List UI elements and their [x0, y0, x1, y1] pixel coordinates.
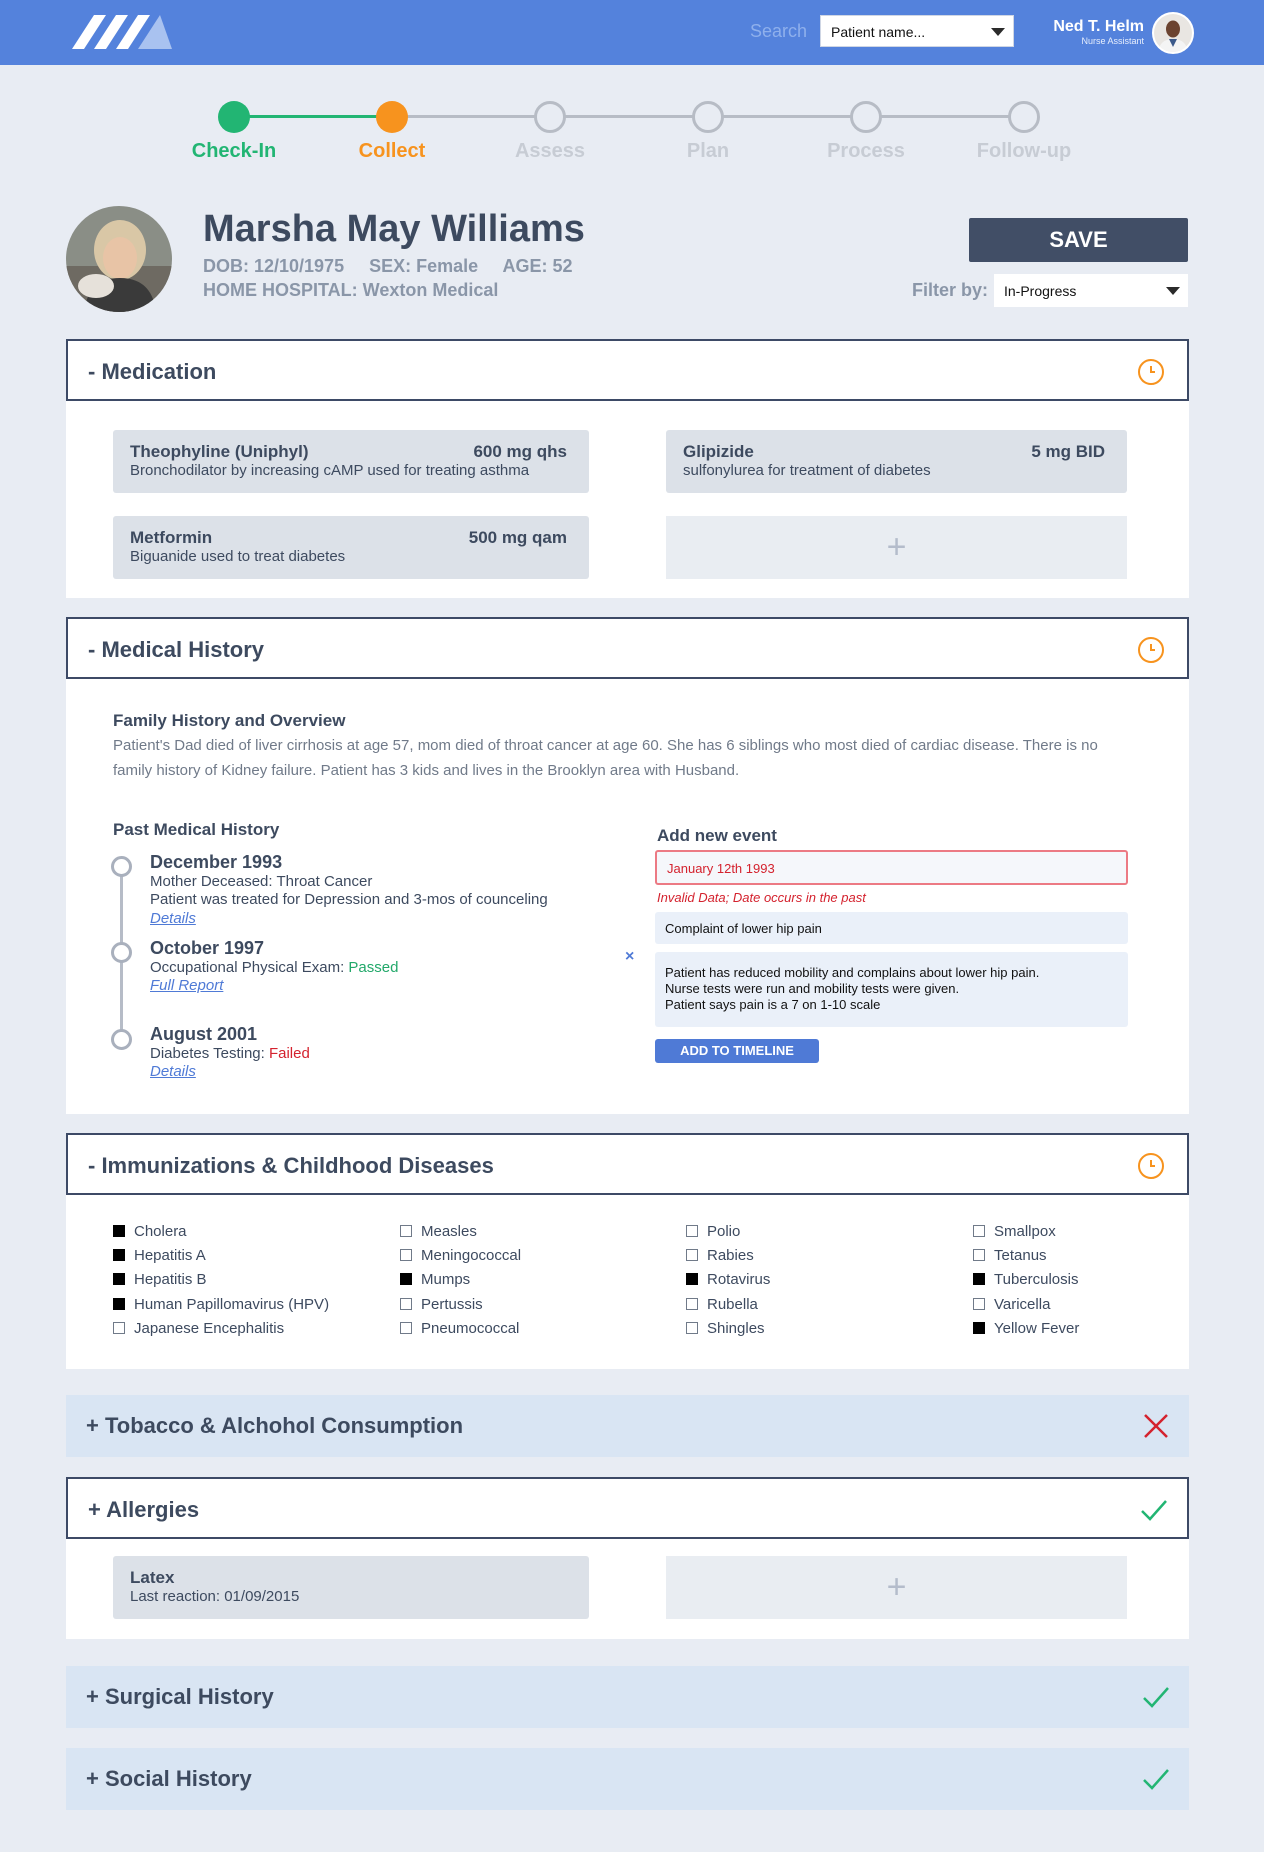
timeline-full-report-link[interactable]: Full Report — [150, 977, 224, 994]
add-allergy-button[interactable] — [666, 1556, 1127, 1619]
step-check-in-label[interactable]: Check-In — [191, 140, 277, 162]
medication-card[interactable] — [666, 430, 1127, 493]
immunization-item[interactable] — [973, 1296, 1050, 1314]
event-complaint-input[interactable]: Complaint of lower hip pain — [655, 912, 1128, 944]
timeline-dot — [111, 942, 132, 963]
check-icon — [1139, 1495, 1169, 1525]
checkbox-unchecked[interactable] — [973, 1225, 985, 1237]
immunization-item[interactable] — [973, 1223, 1056, 1241]
checkbox-checked[interactable] — [113, 1249, 125, 1261]
family-history-heading: Family History and Overview — [113, 711, 346, 730]
patient-photo — [66, 206, 172, 312]
timeline-event-text — [150, 959, 398, 976]
medication-name: Metformin — [130, 528, 213, 547]
filter-select[interactable]: In-Progress — [994, 274, 1188, 307]
immunization-label: Meningococcal — [421, 1247, 522, 1264]
add-to-timeline-button[interactable]: ADD TO TIMELINE — [655, 1039, 819, 1063]
patient-demographics: DOB: 12/10/1975 SEX: Female AGE: 52 — [203, 256, 573, 276]
timeline-event-date: August 2001 — [150, 1024, 258, 1044]
immunization-label: Pertussis — [421, 1296, 483, 1313]
medication-card[interactable] — [113, 430, 589, 493]
check-icon — [1141, 1682, 1171, 1712]
checkbox-unchecked[interactable] — [686, 1225, 698, 1237]
medication-dose: 500 mg qam — [468, 528, 567, 547]
medication-card[interactable] — [113, 516, 589, 579]
immunization-label: Pneumococcal — [421, 1320, 520, 1337]
immunization-item[interactable] — [113, 1247, 206, 1265]
checkbox-unchecked[interactable] — [400, 1249, 412, 1261]
filter-label: Filter by: — [912, 280, 989, 300]
immunization-label: Cholera — [134, 1223, 187, 1240]
patient-search-select[interactable]: Patient name... — [820, 15, 1014, 47]
clock-icon — [1137, 636, 1165, 664]
immunization-label: Measles — [421, 1223, 477, 1240]
immunization-label: Rubella — [707, 1296, 758, 1313]
checkbox-checked[interactable] — [113, 1298, 125, 1310]
immunization-item[interactable] — [686, 1223, 740, 1241]
immunization-label: Hepatitis A — [134, 1247, 206, 1264]
timeline-dot — [111, 856, 132, 877]
allergy-card[interactable] — [113, 1556, 589, 1619]
checkbox-unchecked[interactable] — [973, 1249, 985, 1261]
checkbox-unchecked[interactable] — [686, 1298, 698, 1310]
user-avatar[interactable] — [1152, 12, 1194, 54]
chevron-down-icon[interactable] — [991, 28, 1005, 36]
immunization-item[interactable] — [686, 1271, 770, 1289]
immunization-item[interactable] — [973, 1247, 1047, 1265]
clock-icon — [1137, 358, 1165, 386]
notes-line: Nurse tests were run and mobility tests were given. — [665, 981, 960, 996]
social-history-section-header[interactable] — [66, 1748, 1189, 1810]
medication-section-body — [66, 401, 1189, 598]
step-assess-label[interactable]: Assess — [514, 140, 586, 162]
step-process-dot[interactable] — [850, 101, 882, 133]
allergy-name: Latex — [130, 1568, 175, 1587]
event-notes-textarea[interactable] — [655, 952, 1128, 1027]
allergy-last-reaction: Last reaction: 01/09/2015 — [130, 1588, 300, 1605]
section-title: + Surgical History — [86, 1684, 274, 1709]
allergies-section-header[interactable] — [66, 1477, 1189, 1539]
medication-description: sulfonylurea for treatment of diabetes — [683, 462, 931, 479]
notes-line: Patient has reduced mobility and complains about lower hip pain. — [665, 965, 1040, 980]
section-title: + Tobacco & Alchohol Consumption — [86, 1413, 464, 1438]
section-title: + Allergies — [88, 1497, 200, 1522]
step-follow-up-label[interactable]: Follow-up — [976, 140, 1072, 162]
immunization-label: Rotavirus — [707, 1271, 771, 1288]
medication-name: Theophyline (Uniphyl) — [130, 442, 309, 461]
timeline-event-date: December 1993 — [150, 852, 283, 872]
status-failed: Failed — [268, 1045, 310, 1062]
allergies-section-body — [66, 1539, 1189, 1639]
medication-description: Bronchodilator by increasing cAMP used for treating asthma — [130, 462, 530, 479]
checkbox-unchecked[interactable] — [686, 1322, 698, 1334]
timeline-event-text — [150, 1045, 310, 1062]
immunization-label: Tuberculosis — [994, 1271, 1079, 1288]
immunization-item[interactable] — [400, 1320, 519, 1338]
past-medical-history-heading: Past Medical History — [113, 820, 280, 839]
close-icon[interactable]: × — [625, 948, 635, 965]
section-title: + Social History — [86, 1766, 252, 1791]
immunization-label: Hepatitis B — [134, 1271, 207, 1288]
immunization-label: Yellow Fever — [994, 1320, 1080, 1337]
immunization-label: Tetanus — [994, 1247, 1047, 1264]
step-assess-dot[interactable] — [534, 101, 566, 133]
checkbox-unchecked[interactable] — [400, 1225, 412, 1237]
x-icon — [1141, 1411, 1171, 1441]
immunization-label: Smallpox — [994, 1223, 1056, 1240]
immunization-item[interactable] — [113, 1223, 187, 1241]
user-role: Nurse Assistant — [1081, 36, 1144, 46]
timeline-event-date: October 1997 — [150, 938, 265, 958]
top-bar — [0, 0, 1264, 65]
step-collect-label[interactable]: Collect — [358, 140, 426, 162]
add-medication-button[interactable] — [666, 516, 1127, 579]
save-button[interactable]: SAVE — [969, 218, 1188, 262]
timeline-details-link[interactable]: Details — [150, 910, 196, 927]
immunization-item[interactable] — [973, 1320, 1079, 1338]
plus-icon: + — [886, 1568, 907, 1606]
immunization-item[interactable] — [400, 1271, 470, 1289]
medication-section-header[interactable] — [66, 339, 1189, 401]
surgical-history-section-header[interactable] — [66, 1666, 1189, 1728]
immunization-label: Varicella — [994, 1296, 1051, 1313]
checkbox-checked[interactable] — [113, 1273, 125, 1285]
plus-icon: + — [886, 528, 907, 566]
medical-history-section-header[interactable] — [66, 617, 1189, 679]
immunization-label: Polio — [707, 1223, 741, 1240]
patient-home-hospital: HOME HOSPITAL: Wexton Medical — [203, 280, 499, 300]
step-follow-up-dot[interactable] — [1008, 101, 1040, 133]
immunization-item[interactable] — [113, 1320, 284, 1338]
medication-description: Biguanide used to treat diabetes — [130, 548, 346, 565]
timeline-event-text: Patient was treated for Depression and 3-mos of counceling — [150, 891, 548, 908]
step-process-label[interactable]: Process — [827, 140, 905, 162]
medication-dose: 600 mg qhs — [473, 442, 567, 461]
timeline-event-text: Mother Deceased: Throat Cancer — [150, 873, 373, 890]
add-new-event-heading: Add new event — [657, 826, 777, 845]
immunization-item[interactable] — [400, 1223, 477, 1241]
timeline-event-label: Occupational Physical Exam: — [150, 959, 349, 976]
section-title: - Immunizations & Childhood Diseases — [88, 1153, 494, 1178]
user-name: Ned T. Helm — [1053, 18, 1144, 35]
section-title: - Medication — [88, 359, 217, 384]
immunizations-section-header[interactable] — [66, 1133, 1189, 1195]
checkbox-unchecked[interactable] — [973, 1298, 985, 1310]
immunization-label: Human Papillomavirus (HPV) — [134, 1296, 330, 1313]
step-plan-label[interactable]: Plan — [686, 140, 730, 162]
step-collect-dot[interactable] — [376, 101, 408, 133]
medication-dose: 5 mg BID — [1031, 442, 1105, 461]
patient-name: Marsha May Williams — [203, 208, 585, 250]
checkbox-checked[interactable] — [113, 1225, 125, 1237]
immunization-item[interactable] — [400, 1296, 483, 1314]
checkbox-checked[interactable] — [973, 1322, 985, 1334]
check-icon — [1141, 1764, 1171, 1794]
clock-icon — [1137, 1152, 1165, 1180]
tobacco-section-header[interactable] — [66, 1395, 1189, 1457]
immunization-item[interactable] — [686, 1247, 754, 1265]
checkbox-unchecked[interactable] — [400, 1298, 412, 1310]
timeline-event-label: Diabetes Testing: — [150, 1045, 269, 1062]
immunization-item[interactable] — [686, 1296, 758, 1314]
immunization-label: Shingles — [707, 1320, 765, 1337]
step-connector — [234, 115, 392, 118]
notes-line: Patient says pain is a 7 on 1-10 scale — [665, 997, 881, 1012]
immunization-item[interactable] — [400, 1247, 521, 1265]
search-label: Search — [750, 21, 808, 41]
timeline-dot — [111, 1029, 132, 1050]
checkbox-checked[interactable] — [686, 1273, 698, 1285]
timeline-details-link[interactable]: Details — [150, 1063, 196, 1080]
status-passed: Passed — [348, 959, 399, 976]
checkbox-checked[interactable] — [973, 1273, 985, 1285]
chevron-down-icon[interactable] — [1166, 287, 1180, 295]
immunization-item[interactable] — [973, 1271, 1078, 1289]
event-date-input[interactable]: January 12th 1993 — [655, 850, 1128, 885]
immunization-item[interactable] — [113, 1296, 329, 1314]
app-logo-icon[interactable] — [72, 15, 172, 49]
immunization-label: Japanese Encephalitis — [134, 1320, 285, 1337]
immunization-item[interactable] — [113, 1271, 207, 1289]
checkbox-unchecked[interactable] — [113, 1322, 125, 1334]
immunization-label: Mumps — [421, 1271, 471, 1288]
family-history-text: Patient's Dad died of liver cirrhosis at age 57, mom died of throat cancer at age 60. She has 6 siblings who most died of cardiac disease. There is no family history of Kidney failure. Patient has 3 kids and lives in the Brooklyn area with Husband. — [113, 737, 1098, 779]
step-plan-dot[interactable] — [692, 101, 724, 133]
checkbox-unchecked[interactable] — [686, 1249, 698, 1261]
checkbox-checked[interactable] — [400, 1273, 412, 1285]
immunization-item[interactable] — [686, 1320, 765, 1338]
immunization-label: Rabies — [707, 1247, 754, 1264]
step-check-in-dot[interactable] — [218, 101, 250, 133]
medication-name: Glipizide — [683, 442, 754, 461]
section-title: - Medical History — [88, 637, 265, 662]
date-error-message: Invalid Data; Date occurs in the past — [657, 890, 866, 905]
checkbox-unchecked[interactable] — [400, 1322, 412, 1334]
